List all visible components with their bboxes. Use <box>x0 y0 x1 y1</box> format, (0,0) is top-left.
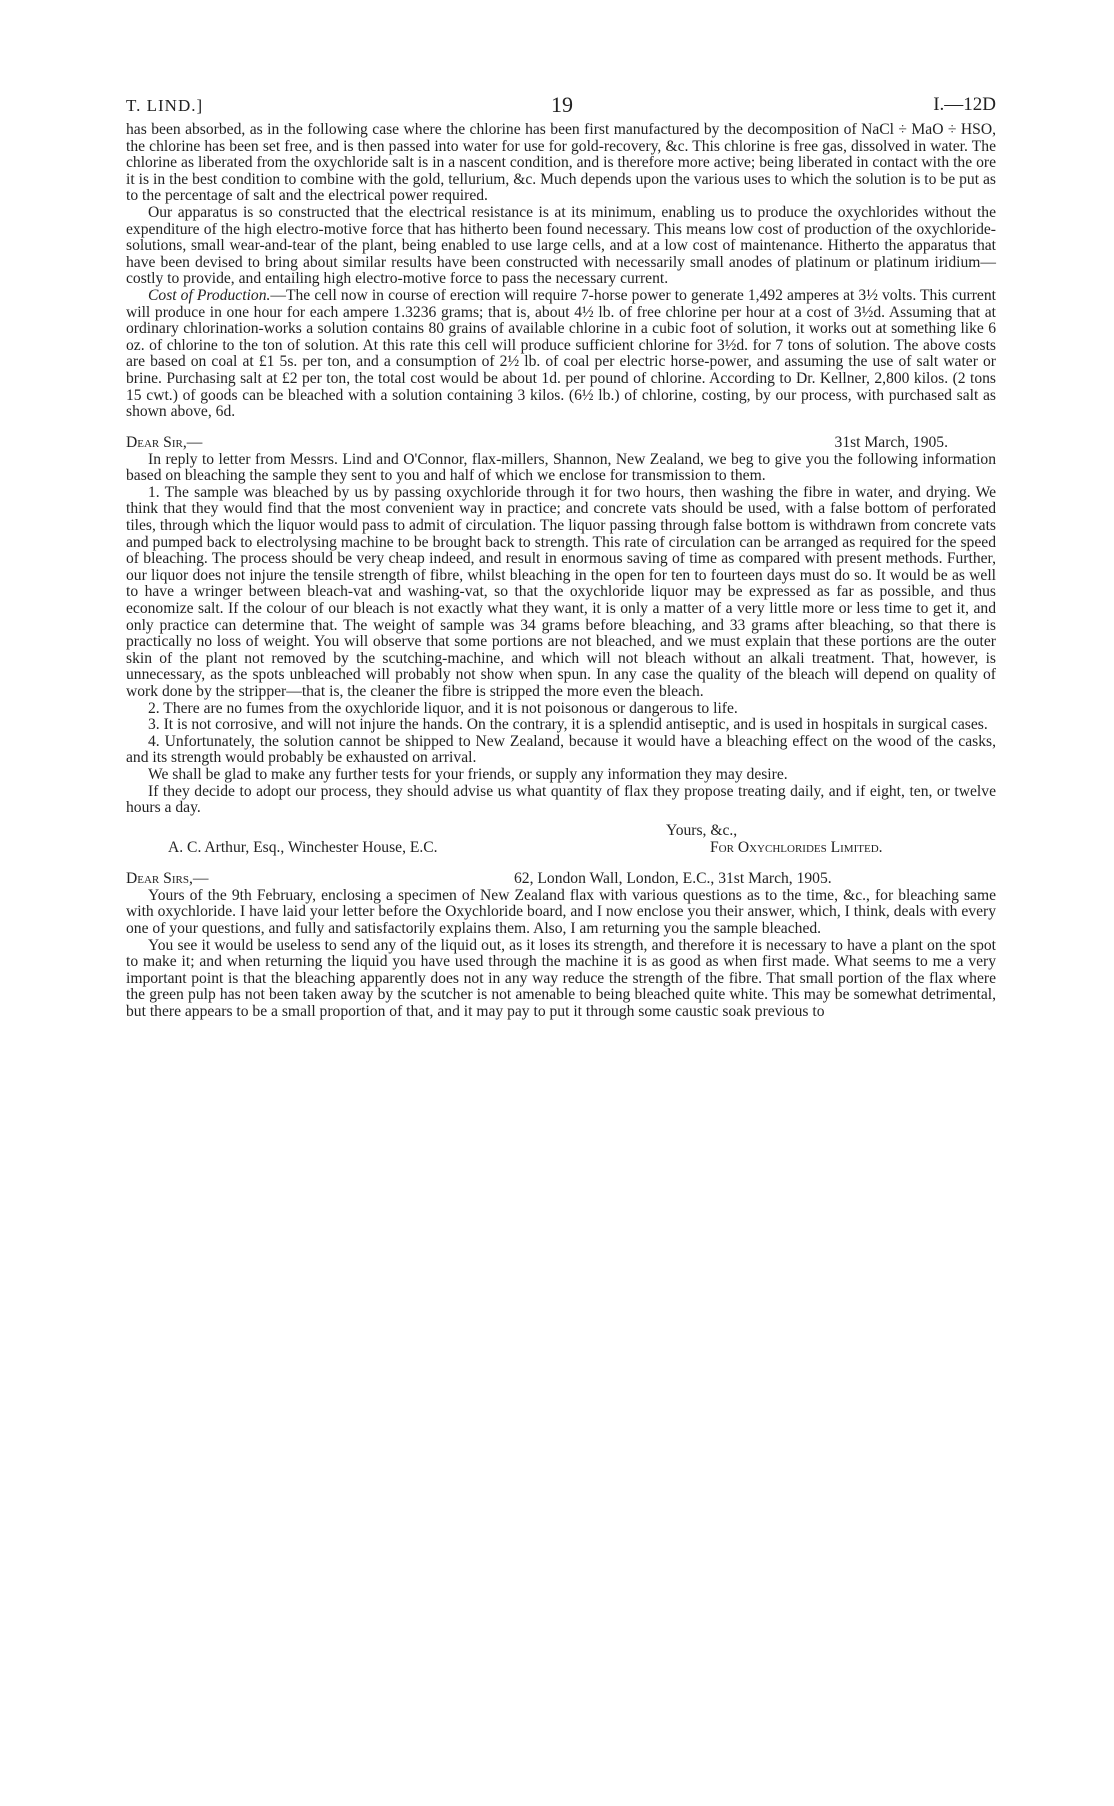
page-header <box>126 92 996 122</box>
letter1-closing-row <box>126 823 996 840</box>
letter1-paragraph-6: We shall be glad to make any further tests for your friends, or supply any information they may desire. <box>148 765 788 783</box>
letter2-heading <box>126 871 996 888</box>
letter1-date: 31st March, 1905. <box>834 433 948 451</box>
header-reference: I.—12D <box>933 94 996 115</box>
letter1-paragraph-2: 1. The sample was bleached by us by passing oxychloride through it for two hours, then washing the fibre in water, and drying. We think that they would find that the most convenient way in practice; and concrete vats should be used, with a false bottom of perforated tiles, through which the liquor would pass to admit of circulation. The liquor passing through false bottom is withdrawn from concrete vats and pumped back to electrolysing machine to be brought back to strength. This rate of circulation can be arranged as required for the speed of bleaching. The process should be very cheap indeed, and result in enormous saving of time as compared with present methods. Further, our liquor does not injure the tensile strength of fibre, whilst bleaching in the open for ten to fourteen days must do so. It would be as well to have a wringer between bleach-vat and washing-vat, so that the oxychloride liquor may be expressed as far as possible, and thus economize salt. If the colour of our bleach is not exactly what they want, it is only a matter of a very little more or less time to get it, and only practice can determine that. The weight of sample was 34 grams before bleaching, and 33 grams after bleaching, so that there is practically no loss of weight. You will observe that some portions are not bleached, and we must explain that these portions are the outer skin of the plant not removed by the scutching-machine, and which will not bleach without an alkali treatment. That, however, is unnecessary, as the spots unbleached will probably not show when spun. In any case the quality of the bleach will depend on quality of work done by the stripper—that is, the cleaner the fibre is stripped the more even the bleach. <box>126 483 996 700</box>
document-page <box>126 92 996 1021</box>
paragraph-intro-1: has been absorbed, as in the following case where the chlorine has been first manufactured by the decomposition of NaCl ÷ MaO ÷ HSO, the chlorine has been set free, and is then passed into water for use for gold-recovery, &c. This chlorine is free gas, dissolved in water. The chlorine as liberated from the oxychloride salt is in a nascent condition, and is therefore more active; being liberated in contact with the ore it is in the best condition to combine with the gold, tellurium, &c. Much depends upon the various uses to which the solution is to be put as to the percentage of salt and the electrical power required. <box>126 121 996 205</box>
paragraph-intro-2: Our apparatus is so constructed that the electrical resistance is at its minimum, enabling us to produce the oxychlorides without the expenditure of the high electro-motive force that has hitherto been found necessary. This means low cost of production of the oxychloride-solutions, small wear-and-tear of the plant, being enabled to use large cells, and at a low cost of maintenance. Hitherto the apparatus that have been devised to bring about similar results have been constructed with necessarily small anodes of platinum or platinum iridium—costly to provide, and entailing high electro-motive force to pass the necessary current. <box>126 203 996 288</box>
letter1-paragraph-4: 3. It is not corrosive, and will not injure the hands. On the contrary, it is a splendid antiseptic, and is used in hospitals in surgical cases. <box>148 716 988 734</box>
cost-heading: Cost of Production. <box>148 286 271 304</box>
letter2-paragraph-2: You see it would be useless to send any of the liquid out, as it loses its strength, and therefore it is necessary to have a plant on the spot to make it; and when returning the liquid you have used through the machine it is as good as when first made. What seems to me a very important point is that the bleaching apparently does not in any way reduce the strength of the fibre. That small portion of the flax where the green pulp has not been taken away by the scutcher is not amenable to being bleached quite white. This may be somewhat detrimental, but there appears to be a small proportion of that, and it may pay to put it through some caustic soak previous to <box>126 936 996 1020</box>
cost-text: —The cell now in course of erection will require 7-horse power to generate 1,492 amperes at 3½ volts. This current will produce in one hour for each ampere 1.3236 grams; that is, about 4½ lb. of free chlorine per hour at a cost of 3½d. Assuming that at ordinary chlorination-works a solution contains 80 grains of available chlorine in a cubic foot of solution, it works out at something like 6 oz. of chlorine to the ton of solution. At this rate this cell will produce sufficient chlorine for 3½d. for 7 tons of solution. The above costs are based on coal at £1 5s. per ton, and a consumption of 2½ lb. of coal per electric horse-power, and assuming the use of salt water or brine. Purchasing salt at £2 per ton, the total cost would be about 1d. per pound of chlorine. According to Dr. Kellner, 2,800 kilos. (2 tons 15 cwt.) of goods can be bleached with a solution containing 3 kilos. (6½ lb.) of chlorine, costing, by our process, with purchased salt as shown above, 6d. <box>126 286 996 421</box>
letter1-signatory: For Oxychlorides Limited. <box>710 838 883 856</box>
letter1-addressee: A. C. Arthur, Esq., Winchester House, E.C. <box>168 838 438 856</box>
letter1-paragraph-5: 4. Unfortunately, the solution cannot be shipped to New Zealand, because it would have a bleaching effect on the wood of the casks, and its strength would probably be exhausted on arrival. <box>126 732 996 767</box>
paragraph-cost-of-production <box>126 288 996 421</box>
letter1-salutation: Dear Sir,— <box>126 433 203 451</box>
letter1-signature-row <box>126 840 996 857</box>
header-author: T. LIND.] <box>126 96 204 115</box>
letter2-address-date: 62, London Wall, London, E.C., 31st March, 1905. <box>514 869 832 887</box>
letter1-paragraph-3: 2. There are no fumes from the oxychloride liquor, and it is not poisonous or dangerous to life. <box>148 699 738 717</box>
letter1-heading <box>126 435 996 452</box>
letter2-paragraph-1: Yours of the 9th February, enclosing a specimen of New Zealand flax with various questions as to the time, &c., for bleaching same with oxychloride. I have laid your letter before the Oxychloride board, and I now enclose you their answer, which, I think, deals with every one of your questions, and fully and satisfactorily explains them. Also, I am returning you the sample bleached. <box>126 886 996 937</box>
page-number: 19 <box>551 92 573 117</box>
letter2-salutation: Dear Sirs,— <box>126 869 209 887</box>
letter1-paragraph-1: In reply to letter from Messrs. Lind and O'Connor, flax-millers, Shannon, New Zealand, we beg to give you the following information based on bleaching the sample they sent to you and half of which we enclose for transmission to them. <box>126 450 996 485</box>
letter1-closing: Yours, &c., <box>666 821 738 839</box>
letter1-paragraph-7: If they decide to adopt our process, they should advise us what quantity of flax they propose treating daily, and if eight, ten, or twelve hours a day. <box>126 782 996 817</box>
